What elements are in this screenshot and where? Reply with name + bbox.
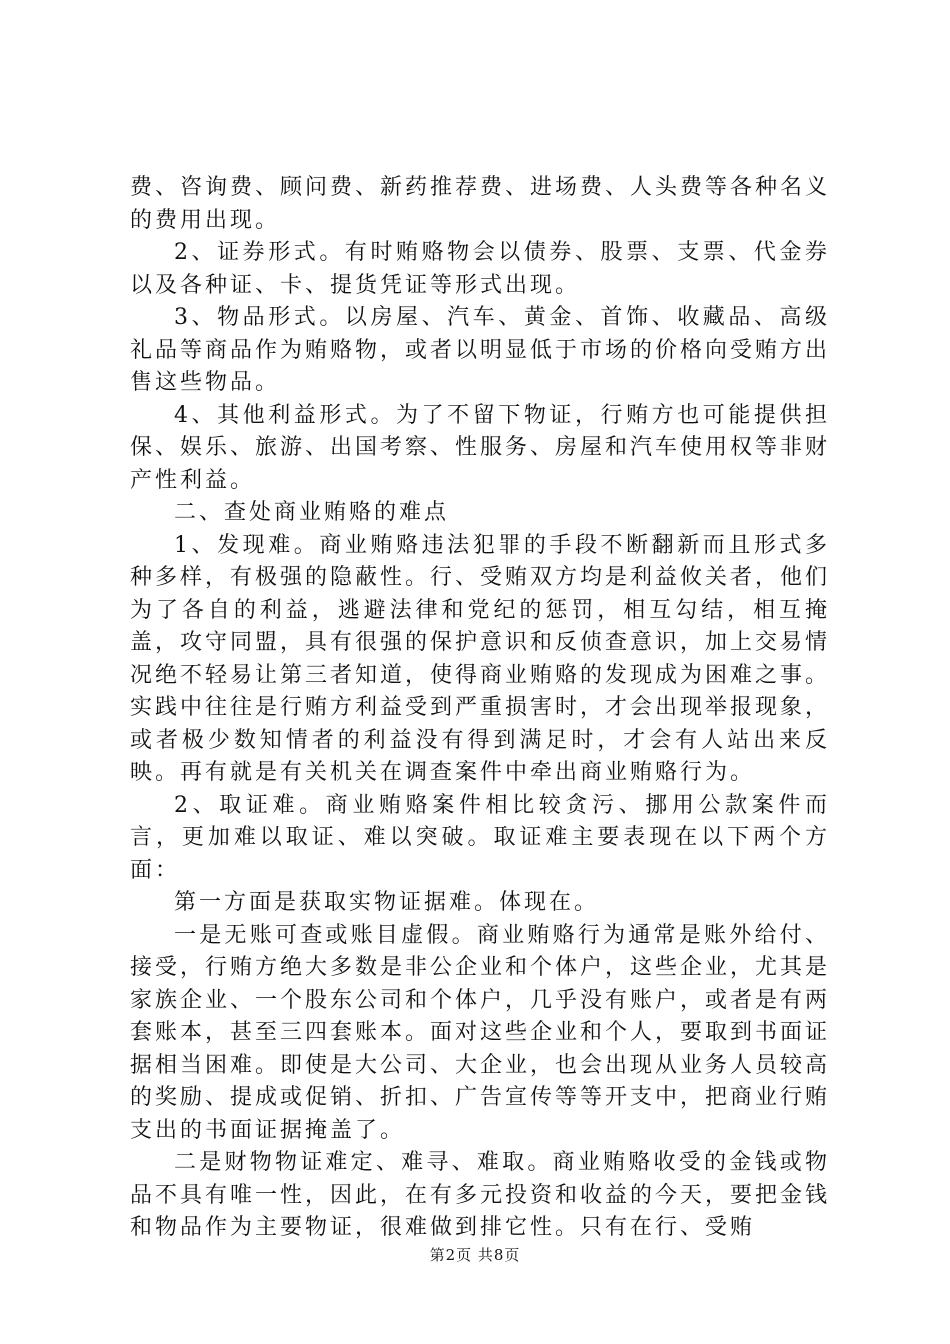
paragraph-discovery: 1、发现难。商业贿赂违法犯罪的手段不断翻新而且形式多种多样，有极强的隐蔽性。行、受贿双方均是利益攸关者，他们为了各自的利益，逃避法律和党纪的惩罚，相互勾结，相互掩盖，攻守同盟，具有很强的保护意识和反侦查意识，加上交易情况绝不轻易让第三者知道，使得商业贿赂的发现成为困难之事。实践中往往是行贿方利益受到严重损害时，才会出现举报现象，或者极少数知情者的利益没有得到满足时，才会有人站出来反映。再有就是有关机关在调查案件中牵出商业贿赂行为。 — [130, 532, 831, 785]
paragraph-evidence: 2、取证难。商业贿赂案件相比较贪污、挪用公款案件而言，更加难以取证、难以突破。取证难主要表现在以下两个方面： — [130, 792, 830, 883]
section-heading: 二、查处商业贿赂的难点 — [174, 500, 450, 525]
paragraph-property-evidence: 二是财物物证难定、难寻、难取。商业贿赂收受的金钱或物品不具有唯一性，因此，在有多元投资和收益的今天，要把金钱和物品作为主要物证，很难做到排它性。只有在行、受贿 — [130, 1150, 831, 1240]
page-footer: 第2页 共8页 — [429, 1246, 521, 1264]
paragraph-no-accounts: 一是无账可查或账目虚假。商业贿赂行为通常是账外给付、接受，行贿方绝大多数是非公企业和个体户，这些企业，尤其是家族企业、一个股东公司和个体户，几乎没有账户，或者是有两套账本，甚至三四套账本。面对这些企业和个人，要取到书面证据相当困难。即使是大公司、大企业，也会出现从业务人员较高的奖励、提成或促销、折扣、广告宣传等等开支中，把商业行贿支出的书面证据掩盖了。 — [130, 922, 831, 1143]
document-body — [130, 172, 830, 1245]
paragraph-physical-evidence: 第一方面是获取实物证据难。体现在。 — [174, 890, 600, 915]
paragraph-continuation: 费、咨询费、顾问费、新药推荐费、进场费、人头费等各种名义的费用出现。 — [130, 175, 831, 233]
paragraph-securities: 2、证券形式。有时贿赂物会以债券、股票、支票、代金券以及各种证、卡、提货凭证等形式出现。 — [130, 240, 830, 298]
paragraph-goods: 3、物品形式。以房屋、汽车、黄金、首饰、收藏品、高级礼品等商品作为贿赂物，或者以明显低于市场的价格向受贿方出售这些物品。 — [130, 305, 831, 395]
paragraph-other-benefits: 4、其他利益形式。为了不留下物证，行贿方也可能提供担保、娱乐、旅游、出国考察、性服务、房屋和汽车使用权等非财产性利益。 — [130, 402, 831, 493]
